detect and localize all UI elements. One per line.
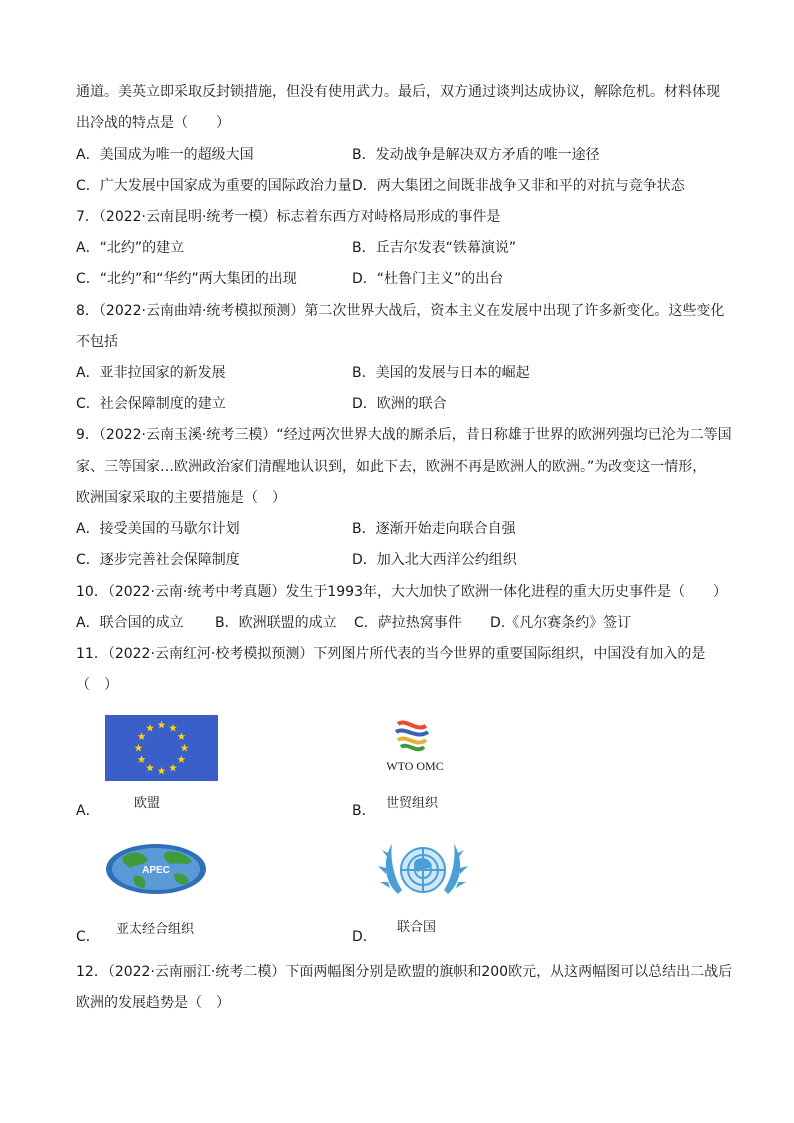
q11-letter-b: B． <box>352 803 376 819</box>
q6-option-a: A．美国成为唯一的超级大国 <box>76 147 254 163</box>
q11-stem-line1: 11．（2022·云南红河·校考模拟预测）下列图片所代表的当今世界的重要国际组织，中国没有加入的是 <box>76 646 706 662</box>
q7-option-a: A．“北约”的建立 <box>76 240 185 256</box>
q6-option-c: C．广大发展中国家成为重要的国际政治力量 <box>76 178 352 194</box>
q6-stem-line1: 通道。美英立即采取反封锁措施，但没有使用武力。最后，双方通过谈判达成协议，解除危机。材料体现 <box>76 84 720 100</box>
q12-stem-line2: 欧洲的发展趋势是（ ） <box>76 995 230 1011</box>
q8-stem-line2: 不包括 <box>76 334 118 350</box>
q9-stem-line3: 欧洲国家采取的主要措施是（ ） <box>76 490 286 506</box>
q9-option-d: D．加入北大西洋公约组织 <box>352 552 517 568</box>
q8-option-c: C．社会保障制度的建立 <box>76 396 226 412</box>
q10-option-b: B．欧洲联盟的成立 <box>215 615 337 631</box>
un-emblem-image <box>376 836 470 908</box>
q6-option-d: D．两大集团之间既非战争又非和平的对抗与竞争状态 <box>352 178 685 194</box>
q6-option-b: B．发动战争是解决双方矛盾的唯一途径 <box>352 147 600 163</box>
q9-option-c: C．逐步完善社会保障制度 <box>76 552 240 568</box>
q11-letter-c: C． <box>76 929 100 945</box>
q12-stem-line1: 12．（2022·云南丽江·统考二模）下面两幅图分别是欧盟的旗帜和200欧元，从这两幅图可以总结出二战后 <box>76 964 733 980</box>
q11-caption-d: 联合国 <box>397 920 437 935</box>
wto-logo-text: WTO OMC <box>386 759 444 773</box>
q10-option-c: C．萨拉热窝事件 <box>354 615 462 631</box>
q10-option-d: D.《凡尔赛条约》签订 <box>490 615 632 631</box>
q9-option-b: B．逐渐开始走向联合自强 <box>352 521 516 537</box>
q10-option-a: A．联合国的成立 <box>76 615 184 631</box>
q7-option-d: D．“杜鲁门主义”的出台 <box>352 271 504 287</box>
q7-option-c: C．“北约”和“华约”两大集团的出现 <box>76 271 297 287</box>
q7-option-b: B．丘吉尔发表“铁幕演说” <box>352 240 517 256</box>
apec-logo-image <box>104 842 208 896</box>
q11-caption-a: 欧盟 <box>134 796 161 811</box>
q8-option-d: D．欧洲的联合 <box>352 396 447 412</box>
q7-stem: 7．（2022·云南昆明·统考一模）标志着东西方对峙格局形成的事件是 <box>76 209 501 225</box>
wto-logo-image <box>378 718 453 776</box>
q11-caption-c: 亚太经合组织 <box>116 922 195 937</box>
q11-stem-line2: （ ） <box>76 677 118 693</box>
q9-stem-line2: 家、三等国家…欧洲政治家们清醒地认识到，如此下去，欧洲不再是欧洲人的欧洲。”为改变这一情形， <box>76 459 707 475</box>
q8-stem-line1: 8．（2022·云南曲靖·统考模拟预测）第二次世界大战后，资本主义在发展中出现了许多新变化。这些变化 <box>76 303 725 319</box>
q6-stem-line2: 出冷战的特点是（ ） <box>76 115 230 131</box>
q11-letter-d: D． <box>352 929 377 945</box>
q10-stem: 10．（2022·云南·统考中考真题）发生于1993年，大大加快了欧洲一体化进程的重大历史事件是（ ） <box>76 584 727 600</box>
apec-logo-text: APEC <box>142 865 170 876</box>
q9-stem-line1: 9．（2022·云南玉溪·统考三模）“经过两次世界大战的厮杀后，昔日称雄于世界的欧洲列强均已沦为二等国 <box>76 427 732 443</box>
q8-option-b: B．美国的发展与日本的崛起 <box>352 365 530 381</box>
q9-option-a: A．接受美国的马歇尔计划 <box>76 521 240 537</box>
eu-flag-image <box>105 715 218 781</box>
q11-caption-b: 世贸组织 <box>386 796 439 811</box>
q11-letter-a: A． <box>76 803 100 819</box>
q8-option-a: A．亚非拉国家的新发展 <box>76 365 226 381</box>
